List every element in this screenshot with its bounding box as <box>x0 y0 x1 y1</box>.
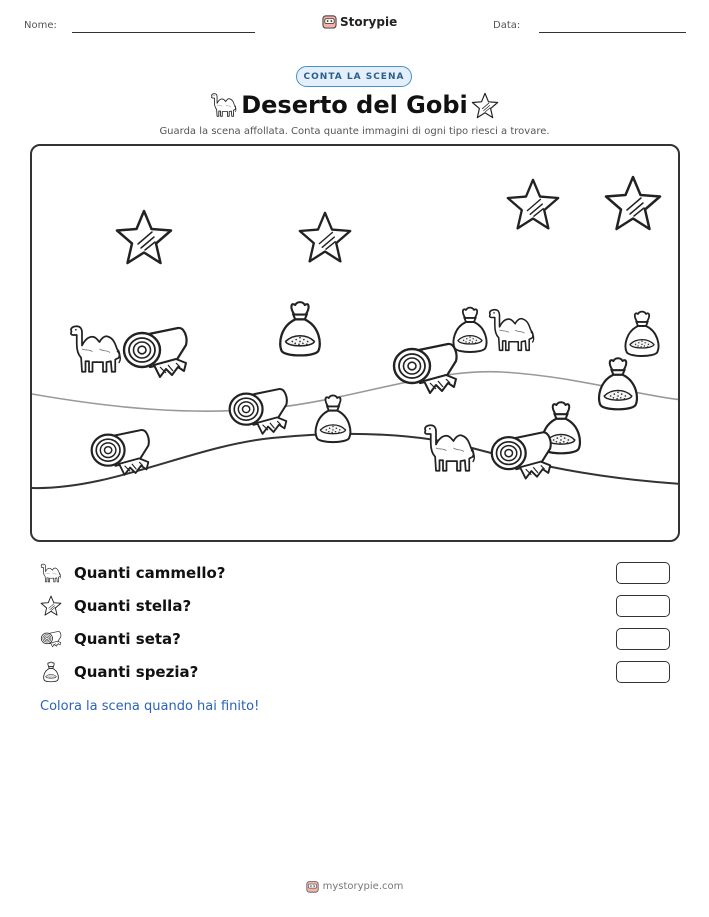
question-row-silk <box>40 627 670 651</box>
name-label: Nome: <box>24 20 57 31</box>
spice-bag-icon <box>626 312 659 356</box>
answer-box-star[interactable] <box>616 595 670 617</box>
question-row-camel <box>40 561 670 585</box>
spice-bag-icon <box>280 302 320 355</box>
storypie-logo-icon <box>306 880 319 893</box>
footer-url[interactable]: mystorypie.com <box>322 881 404 892</box>
title-star-icon <box>470 92 500 120</box>
spice-bag-icon <box>40 661 62 683</box>
question-row-star <box>40 594 670 618</box>
star-icon <box>117 211 171 263</box>
spice-bag-icon <box>599 358 637 409</box>
brand-logo <box>322 14 397 29</box>
spice-bag-icon <box>454 308 487 352</box>
date-label: Data: <box>493 20 521 31</box>
answer-box-spice[interactable] <box>616 661 670 683</box>
date-field[interactable] <box>539 32 686 33</box>
dune-back-line <box>32 372 680 412</box>
question-label: Quanti stella? <box>74 597 192 615</box>
star-icon <box>606 177 660 229</box>
section-tag: CONTA LA SCENA <box>296 66 412 87</box>
star-icon <box>508 180 558 229</box>
silk-roll-icon <box>394 344 457 393</box>
star-icon <box>300 213 350 262</box>
star-icon <box>40 595 62 617</box>
question-label: Quanti cammello? <box>74 564 226 582</box>
silk-roll-icon <box>92 430 149 475</box>
silk-roll-icon <box>124 328 187 377</box>
spice-bag-icon <box>316 395 351 442</box>
answer-box-camel[interactable] <box>616 562 670 584</box>
camel-icon <box>490 310 534 351</box>
instructions: Guarda la scena affollata. Conta quante immagini di ogni tipo riesci a trovare. <box>159 126 550 137</box>
page-title: Deserto del Gobi <box>241 91 468 119</box>
storypie-logo-icon <box>322 14 337 29</box>
camel-icon <box>425 425 474 471</box>
camel-icon <box>40 562 62 584</box>
silk-roll-icon <box>230 389 287 434</box>
footer <box>0 880 709 893</box>
camel-icon <box>71 326 120 372</box>
answer-box-silk[interactable] <box>616 628 670 650</box>
coloring-note: Colora la scena quando hai finito! <box>40 699 260 714</box>
question-label: Quanti spezia? <box>74 663 199 681</box>
name-field[interactable] <box>72 32 255 33</box>
silk-roll-icon <box>492 432 551 478</box>
scene-illustration <box>32 146 680 542</box>
question-label: Quanti seta? <box>74 630 181 648</box>
scene-panel <box>30 144 680 542</box>
brand-name: Storypie <box>340 14 398 29</box>
silk-roll-icon <box>40 628 62 650</box>
question-row-spice <box>40 660 670 684</box>
